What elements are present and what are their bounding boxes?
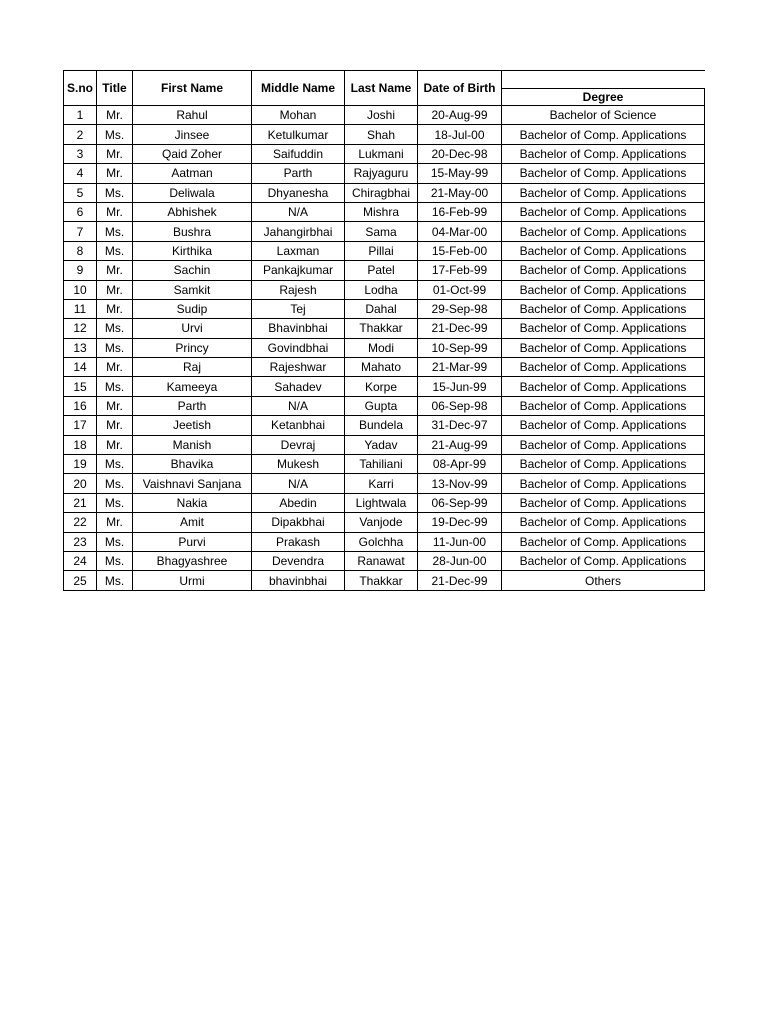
cell-last-name: Chiragbhai <box>345 183 418 202</box>
cell-first-name: Kirthika <box>133 241 252 260</box>
table-row <box>64 338 705 357</box>
cell-date-of-birth: 21-Dec-99 <box>418 571 502 590</box>
cell-first-name: Sachin <box>133 261 252 280</box>
cell-degree: Bachelor of Comp. Applications <box>502 144 705 163</box>
cell-first-name: Raj <box>133 358 252 377</box>
cell-middle-name: bhavinbhai <box>252 571 345 590</box>
cell-title: Mr. <box>97 202 133 221</box>
cell-degree: Bachelor of Comp. Applications <box>502 222 705 241</box>
table-row <box>64 551 705 570</box>
cell-first-name: Princy <box>133 338 252 357</box>
table-row <box>64 164 705 183</box>
cell-sno: 23 <box>64 532 97 551</box>
cell-sno: 8 <box>64 241 97 260</box>
cell-degree: Bachelor of Comp. Applications <box>502 513 705 532</box>
cell-first-name: Vaishnavi Sanjana <box>133 474 252 493</box>
cell-sno: 7 <box>64 222 97 241</box>
header-degree-top-blank <box>502 71 705 89</box>
cell-title: Ms. <box>97 183 133 202</box>
cell-last-name: Bundela <box>345 416 418 435</box>
cell-middle-name: Sahadev <box>252 377 345 396</box>
cell-title: Ms. <box>97 551 133 570</box>
cell-title: Ms. <box>97 241 133 260</box>
cell-middle-name: Dhyanesha <box>252 183 345 202</box>
cell-date-of-birth: 08-Apr-99 <box>418 455 502 474</box>
cell-last-name: Gupta <box>345 396 418 415</box>
cell-degree: Others <box>502 571 705 590</box>
cell-last-name: Pillai <box>345 241 418 260</box>
table-row <box>64 299 705 318</box>
cell-first-name: Purvi <box>133 532 252 551</box>
cell-sno: 9 <box>64 261 97 280</box>
cell-last-name: Mahato <box>345 358 418 377</box>
cell-degree: Bachelor of Comp. Applications <box>502 299 705 318</box>
cell-middle-name: Devendra <box>252 551 345 570</box>
cell-title: Ms. <box>97 532 133 551</box>
cell-title: Mr. <box>97 164 133 183</box>
cell-first-name: Urvi <box>133 319 252 338</box>
cell-date-of-birth: 17-Feb-99 <box>418 261 502 280</box>
table-row <box>64 125 705 144</box>
table-row <box>64 183 705 202</box>
table-row <box>64 202 705 221</box>
cell-sno: 19 <box>64 455 97 474</box>
cell-middle-name: N/A <box>252 474 345 493</box>
cell-degree: Bachelor of Comp. Applications <box>502 319 705 338</box>
table-row <box>64 396 705 415</box>
table-row <box>64 416 705 435</box>
cell-middle-name: Mukesh <box>252 455 345 474</box>
cell-last-name: Sama <box>345 222 418 241</box>
cell-sno: 17 <box>64 416 97 435</box>
cell-title: Ms. <box>97 474 133 493</box>
cell-middle-name: Jahangirbhai <box>252 222 345 241</box>
cell-title: Ms. <box>97 338 133 357</box>
cell-middle-name: Abedin <box>252 493 345 512</box>
cell-middle-name: Prakash <box>252 532 345 551</box>
cell-last-name: Joshi <box>345 106 418 125</box>
cell-degree: Bachelor of Comp. Applications <box>502 396 705 415</box>
cell-date-of-birth: 16-Feb-99 <box>418 202 502 221</box>
cell-middle-name: Bhavinbhai <box>252 319 345 338</box>
cell-sno: 6 <box>64 202 97 221</box>
cell-degree: Bachelor of Comp. Applications <box>502 493 705 512</box>
cell-last-name: Lukmani <box>345 144 418 163</box>
cell-middle-name: Govindbhai <box>252 338 345 357</box>
cell-sno: 22 <box>64 513 97 532</box>
table-row <box>64 222 705 241</box>
table-row <box>64 358 705 377</box>
header-date-of-birth: Date of Birth <box>418 71 502 106</box>
table-header <box>64 71 705 106</box>
cell-title: Mr. <box>97 261 133 280</box>
cell-first-name: Aatman <box>133 164 252 183</box>
cell-title: Ms. <box>97 377 133 396</box>
header-title: Title <box>97 71 133 106</box>
header-row <box>64 71 705 89</box>
cell-date-of-birth: 31-Dec-97 <box>418 416 502 435</box>
cell-last-name: Shah <box>345 125 418 144</box>
cell-middle-name: Devraj <box>252 435 345 454</box>
cell-last-name: Vanjode <box>345 513 418 532</box>
spreadsheet-sheet <box>63 70 704 591</box>
cell-sno: 24 <box>64 551 97 570</box>
header-first-name: First Name <box>133 71 252 106</box>
cell-first-name: Rahul <box>133 106 252 125</box>
cell-sno: 2 <box>64 125 97 144</box>
cell-degree: Bachelor of Comp. Applications <box>502 377 705 396</box>
cell-title: Ms. <box>97 222 133 241</box>
cell-last-name: Ranawat <box>345 551 418 570</box>
table-row <box>64 493 705 512</box>
table-row <box>64 377 705 396</box>
cell-middle-name: Laxman <box>252 241 345 260</box>
cell-last-name: Dahal <box>345 299 418 318</box>
cell-date-of-birth: 13-Nov-99 <box>418 474 502 493</box>
cell-title: Ms. <box>97 571 133 590</box>
cell-title: Mr. <box>97 280 133 299</box>
cell-degree: Bachelor of Comp. Applications <box>502 358 705 377</box>
cell-date-of-birth: 01-Oct-99 <box>418 280 502 299</box>
cell-first-name: Bhagyashree <box>133 551 252 570</box>
cell-middle-name: N/A <box>252 396 345 415</box>
student-roster-table <box>63 70 705 591</box>
cell-sno: 5 <box>64 183 97 202</box>
cell-date-of-birth: 15-Feb-00 <box>418 241 502 260</box>
cell-sno: 3 <box>64 144 97 163</box>
cell-sno: 15 <box>64 377 97 396</box>
cell-sno: 11 <box>64 299 97 318</box>
table-row <box>64 455 705 474</box>
cell-sno: 16 <box>64 396 97 415</box>
cell-sno: 12 <box>64 319 97 338</box>
cell-middle-name: Dipakbhai <box>252 513 345 532</box>
cell-last-name: Tahiliani <box>345 455 418 474</box>
cell-last-name: Golchha <box>345 532 418 551</box>
cell-date-of-birth: 04-Mar-00 <box>418 222 502 241</box>
table-row <box>64 241 705 260</box>
cell-last-name: Lightwala <box>345 493 418 512</box>
cell-first-name: Urmi <box>133 571 252 590</box>
cell-date-of-birth: 18-Jul-00 <box>418 125 502 144</box>
cell-title: Ms. <box>97 319 133 338</box>
cell-sno: 4 <box>64 164 97 183</box>
cell-title: Mr. <box>97 416 133 435</box>
cell-middle-name: Pankajkumar <box>252 261 345 280</box>
cell-first-name: Sudip <box>133 299 252 318</box>
table-row <box>64 280 705 299</box>
cell-degree: Bachelor of Comp. Applications <box>502 261 705 280</box>
cell-last-name: Thakkar <box>345 571 418 590</box>
cell-date-of-birth: 21-Dec-99 <box>418 319 502 338</box>
cell-degree: Bachelor of Comp. Applications <box>502 164 705 183</box>
cell-last-name: Mishra <box>345 202 418 221</box>
cell-title: Mr. <box>97 396 133 415</box>
cell-date-of-birth: 21-Mar-99 <box>418 358 502 377</box>
cell-degree: Bachelor of Comp. Applications <box>502 455 705 474</box>
header-last-name: Last Name <box>345 71 418 106</box>
cell-middle-name: Saifuddin <box>252 144 345 163</box>
cell-degree: Bachelor of Comp. Applications <box>502 416 705 435</box>
cell-degree: Bachelor of Comp. Applications <box>502 532 705 551</box>
cell-degree: Bachelor of Comp. Applications <box>502 474 705 493</box>
cell-date-of-birth: 28-Jun-00 <box>418 551 502 570</box>
cell-degree: Bachelor of Comp. Applications <box>502 202 705 221</box>
cell-last-name: Patel <box>345 261 418 280</box>
table-row <box>64 513 705 532</box>
cell-middle-name: N/A <box>252 202 345 221</box>
cell-sno: 21 <box>64 493 97 512</box>
cell-title: Mr. <box>97 144 133 163</box>
cell-middle-name: Rajeshwar <box>252 358 345 377</box>
cell-sno: 25 <box>64 571 97 590</box>
cell-first-name: Qaid Zoher <box>133 144 252 163</box>
cell-first-name: Nakia <box>133 493 252 512</box>
cell-date-of-birth: 06-Sep-98 <box>418 396 502 415</box>
cell-date-of-birth: 10-Sep-99 <box>418 338 502 357</box>
cell-first-name: Deliwala <box>133 183 252 202</box>
cell-first-name: Bushra <box>133 222 252 241</box>
cell-title: Ms. <box>97 125 133 144</box>
cell-middle-name: Rajesh <box>252 280 345 299</box>
table-row <box>64 532 705 551</box>
cell-last-name: Thakkar <box>345 319 418 338</box>
cell-sno: 14 <box>64 358 97 377</box>
header-middle-name: Middle Name <box>252 71 345 106</box>
cell-date-of-birth: 21-Aug-99 <box>418 435 502 454</box>
table-row <box>64 474 705 493</box>
cell-date-of-birth: 20-Dec-98 <box>418 144 502 163</box>
header-degree: Degree <box>502 88 705 106</box>
cell-date-of-birth: 06-Sep-99 <box>418 493 502 512</box>
cell-first-name: Jinsee <box>133 125 252 144</box>
cell-first-name: Amit <box>133 513 252 532</box>
cell-degree: Bachelor of Comp. Applications <box>502 183 705 202</box>
cell-middle-name: Parth <box>252 164 345 183</box>
cell-first-name: Samkit <box>133 280 252 299</box>
cell-middle-name: Mohan <box>252 106 345 125</box>
table-body <box>64 106 705 591</box>
cell-first-name: Bhavika <box>133 455 252 474</box>
cell-date-of-birth: 11-Jun-00 <box>418 532 502 551</box>
cell-date-of-birth: 15-May-99 <box>418 164 502 183</box>
header-sno: S.no <box>64 71 97 106</box>
cell-title: Mr. <box>97 106 133 125</box>
cell-sno: 18 <box>64 435 97 454</box>
cell-date-of-birth: 20-Aug-99 <box>418 106 502 125</box>
cell-title: Mr. <box>97 358 133 377</box>
cell-title: Ms. <box>97 455 133 474</box>
cell-title: Mr. <box>97 435 133 454</box>
cell-sno: 10 <box>64 280 97 299</box>
cell-last-name: Karri <box>345 474 418 493</box>
cell-date-of-birth: 19-Dec-99 <box>418 513 502 532</box>
table-row <box>64 144 705 163</box>
cell-first-name: Manish <box>133 435 252 454</box>
cell-title: Mr. <box>97 513 133 532</box>
cell-sno: 20 <box>64 474 97 493</box>
table-row <box>64 319 705 338</box>
table-row <box>64 106 705 125</box>
cell-date-of-birth: 15-Jun-99 <box>418 377 502 396</box>
table-row <box>64 571 705 590</box>
cell-degree: Bachelor of Comp. Applications <box>502 338 705 357</box>
cell-middle-name: Ketanbhai <box>252 416 345 435</box>
cell-last-name: Lodha <box>345 280 418 299</box>
cell-degree: Bachelor of Comp. Applications <box>502 551 705 570</box>
cell-title: Mr. <box>97 299 133 318</box>
cell-degree: Bachelor of Comp. Applications <box>502 125 705 144</box>
cell-title: Ms. <box>97 493 133 512</box>
cell-degree: Bachelor of Comp. Applications <box>502 435 705 454</box>
cell-date-of-birth: 29-Sep-98 <box>418 299 502 318</box>
cell-degree: Bachelor of Science <box>502 106 705 125</box>
cell-first-name: Parth <box>133 396 252 415</box>
cell-last-name: Korpe <box>345 377 418 396</box>
cell-degree: Bachelor of Comp. Applications <box>502 280 705 299</box>
cell-last-name: Yadav <box>345 435 418 454</box>
cell-sno: 13 <box>64 338 97 357</box>
cell-last-name: Modi <box>345 338 418 357</box>
cell-sno: 1 <box>64 106 97 125</box>
cell-last-name: Rajyaguru <box>345 164 418 183</box>
cell-first-name: Kameeya <box>133 377 252 396</box>
cell-middle-name: Ketulkumar <box>252 125 345 144</box>
cell-first-name: Jeetish <box>133 416 252 435</box>
cell-degree: Bachelor of Comp. Applications <box>502 241 705 260</box>
cell-first-name: Abhishek <box>133 202 252 221</box>
cell-date-of-birth: 21-May-00 <box>418 183 502 202</box>
table-row <box>64 435 705 454</box>
cell-middle-name: Tej <box>252 299 345 318</box>
table-row <box>64 261 705 280</box>
